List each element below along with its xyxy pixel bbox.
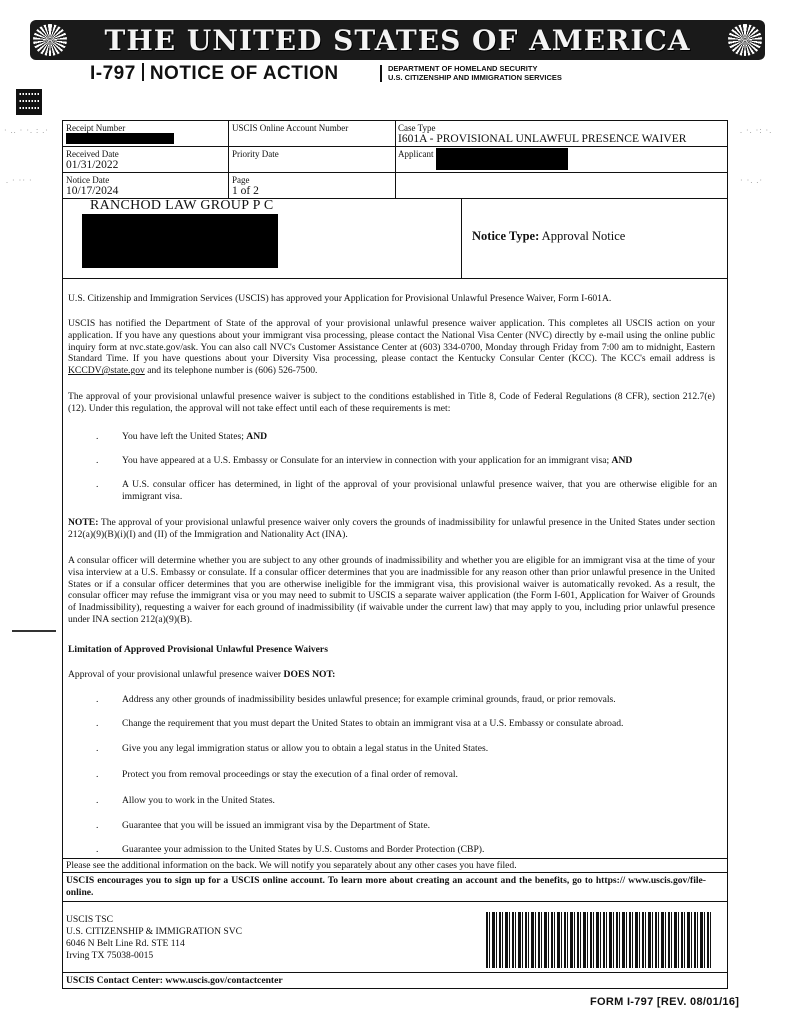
paragraph-nvc-text: USCIS has notified the Department of State of the approval of your provisional unlawful presence waiver application. This completes all USCIS action on your application. If you have any questions about your immigrant visa processing, please contact the National Visa Center (NVC) directly by e-mail using the online public inquiry form at nvc.state.gov/ask. You can also call NVC's Customer Assistance Center at (603) 334-0700, Monday through Friday from 7:00 am to midnight, Eastern Standard Time. If you have questions about your Diversity Visa processing, please contact the Kentucky Consular Center (KCC). The KCC's email address is — [68, 318, 715, 365]
page-label: Page — [232, 175, 250, 185]
priority-date-label: Priority Date — [232, 149, 279, 159]
recipient-name: RANCHOD LAW GROUP P C — [90, 198, 274, 213]
scan-noise: · ·. .· — [740, 176, 763, 185]
grid-line — [228, 120, 229, 198]
scan-noise: . ·. ·: ·. — [740, 126, 773, 135]
department-line2: U.S. CITIZENSHIP AND IMMIGRATION SERVICES — [388, 72, 562, 82]
received-date-label: Received Date — [66, 149, 119, 159]
department-line1: DEPARTMENT OF HOMELAND SECURITY — [388, 64, 538, 73]
requirement-and: AND — [611, 455, 633, 466]
limitation-text: Guarantee that you will be issued an immigrant visa by the Department of State. — [122, 820, 430, 831]
see-back-note: Please see the additional information on the back. We will notify you separately about any other cases you have filed. — [66, 860, 517, 871]
section-title-limitation: Limitation of Approved Provisional Unlawful Presence Waivers — [68, 644, 328, 655]
limitation-text: Address any other grounds of inadmissibility besides unlawful presence; for example criminal grounds, fraud, or prior removals. — [122, 694, 616, 705]
account-number-label: USCIS Online Account Number — [232, 123, 349, 133]
paragraph-nvc-tail: and its telephone number is (606) 526-7500. — [147, 365, 318, 377]
heading-divider — [142, 63, 144, 81]
barcode — [486, 912, 712, 968]
scan-noise: · .. · ·. : .· — [4, 126, 49, 135]
note-label: NOTE: — [68, 517, 99, 528]
department-block — [380, 65, 562, 82]
requirement-text: A U.S. consular officer has determined, in light of the approval of your provisional unlawful presence waiver, that you are otherwise eligible for an immigrant visa. — [122, 479, 717, 502]
rosette-left-icon — [33, 24, 67, 56]
receipt-number-label: Receipt Number — [66, 123, 126, 133]
requirement-text: You have appeared at a U.S. Embassy or Consulate for an interview in connection with your application for an immigrant visa; — [122, 455, 610, 466]
paragraph-consular: A consular officer will determine whether you are subject to any other grounds of inadmissibility and whether you are eligible for an immigrant visa at the time of your visa interview at a U.S. Embassy or consulate. If a consular officer determines that you are inadmissible for any reason other than prior unlawful presence in the United States or if a consular officer determines that you are otherwise ineligible for the immigrant visa, this provisional waiver is automatically revoked. As a result, the consular officer may refuse the immigrant visa or you may need to submit to USCIS a separate waiver application (the Form I-601, Application for Waiver of Grounds of Inadmissibility), requesting a waiver for each ground of inadmissibility (if waivable under the current law) that may apply to you, including prior unlawful presence under INA section 212(a)(9)(B). — [68, 555, 715, 625]
received-date-value: 01/31/2022 — [66, 159, 119, 171]
notice-type-value: Approval Notice — [541, 229, 626, 243]
applicant-label: Applicant — [398, 149, 434, 159]
office-line1: USCIS TSC — [66, 914, 114, 925]
header-banner — [30, 20, 765, 60]
online-account-note: USCIS encourages you to sign up for a USCIS online account. To learn more about creating an account and the benefits, go to https:// www.uscis.gov/file-online. — [66, 875, 706, 898]
office-address — [66, 914, 242, 962]
paragraph-nvc — [68, 318, 715, 377]
form-number: I-797 — [90, 63, 136, 84]
form-heading — [90, 63, 339, 85]
paragraph-approval: U.S. Citizenship and Immigration Services (USCIS) has approved your Application for Provisional Unlawful Presence Waiver, Form I-601A. — [68, 293, 612, 304]
scan-noise: . · ·· · — [6, 176, 33, 185]
paragraph-conditions: The approval of your provisional unlawful presence waiver is subject to the conditions established in Title 8, Code of Federal Regulations (8 CFR), section 212.7(e)(12). Under this regulation, the approval will not take effect until each of these requirements is met: — [68, 391, 715, 414]
qr-code-icon — [16, 89, 42, 115]
notice-type — [472, 229, 625, 244]
margin-mark — [12, 630, 56, 632]
page-value: 1 of 2 — [232, 185, 259, 197]
grid-line — [62, 901, 728, 902]
paragraph-does-not — [68, 669, 715, 681]
requirement-and: AND — [246, 431, 268, 442]
notice-date-label: Notice Date — [66, 175, 110, 185]
kcc-email-link[interactable]: KCCDV@state.gov — [68, 365, 145, 377]
note-text: The approval of your provisional unlawful presence waiver only covers the grounds of inadmissibility for unlawful presence in the United States under section 212(a)(9)(B)(i)(I) and (II) of the Immigration and Nationality Act (INA). — [68, 517, 715, 540]
rosette-right-icon — [728, 24, 762, 56]
office-line3: 6046 N Belt Line Rd. STE 114 — [66, 938, 185, 949]
grid-line — [62, 278, 728, 279]
grid-line — [62, 858, 728, 859]
does-not-bold: DOES NOT: — [283, 669, 336, 680]
limitation-text: Allow you to work in the United States. — [122, 795, 275, 806]
redaction-box — [436, 148, 568, 170]
notice-type-label: Notice Type: — [472, 229, 540, 243]
grid-line — [461, 198, 462, 278]
contact-center: USCIS Contact Center: www.uscis.gov/contactcenter — [66, 975, 283, 986]
case-type-label: Case Type — [398, 123, 436, 133]
grid-line — [395, 120, 396, 198]
does-not-intro: Approval of your provisional unlawful presence waiver — [68, 669, 282, 680]
limitation-text: Give you any legal immigration status or allow you to obtain a legal status in the United States. — [122, 743, 489, 754]
banner-title: THE UNITED STATES OF AMERICA — [104, 23, 691, 57]
redaction-box — [66, 133, 174, 144]
paragraph-note — [68, 517, 715, 541]
redaction-box — [82, 214, 278, 268]
office-line4: Irving TX 75038-0015 — [66, 950, 154, 961]
limitation-text: Guarantee your admission to the United States by U.S. Customs and Border Protection (CBP). — [122, 844, 485, 855]
form-name: NOTICE OF ACTION — [149, 63, 339, 84]
limitation-text: Protect you from removal proceedings or stay the execution of a final order of removal. — [122, 769, 458, 780]
limitation-text: Change the requirement that you must depart the United States to obtain an immigrant visa at a U.S. Embassy or consulate abroad. — [122, 718, 624, 729]
notice-date-value: 10/17/2024 — [66, 185, 119, 197]
office-line2: U.S. CITIZENSHIP & IMMIGRATION SVC — [66, 926, 243, 937]
grid-line — [62, 972, 728, 973]
case-type-value: I601A - PROVISIONAL UNLAWFUL PRESENCE WAIVER — [398, 133, 687, 145]
requirement-text: You have left the United States; — [122, 431, 244, 442]
form-revision: FORM I-797 [REV. 08/01/16] — [590, 996, 740, 1008]
grid-line — [62, 872, 728, 873]
